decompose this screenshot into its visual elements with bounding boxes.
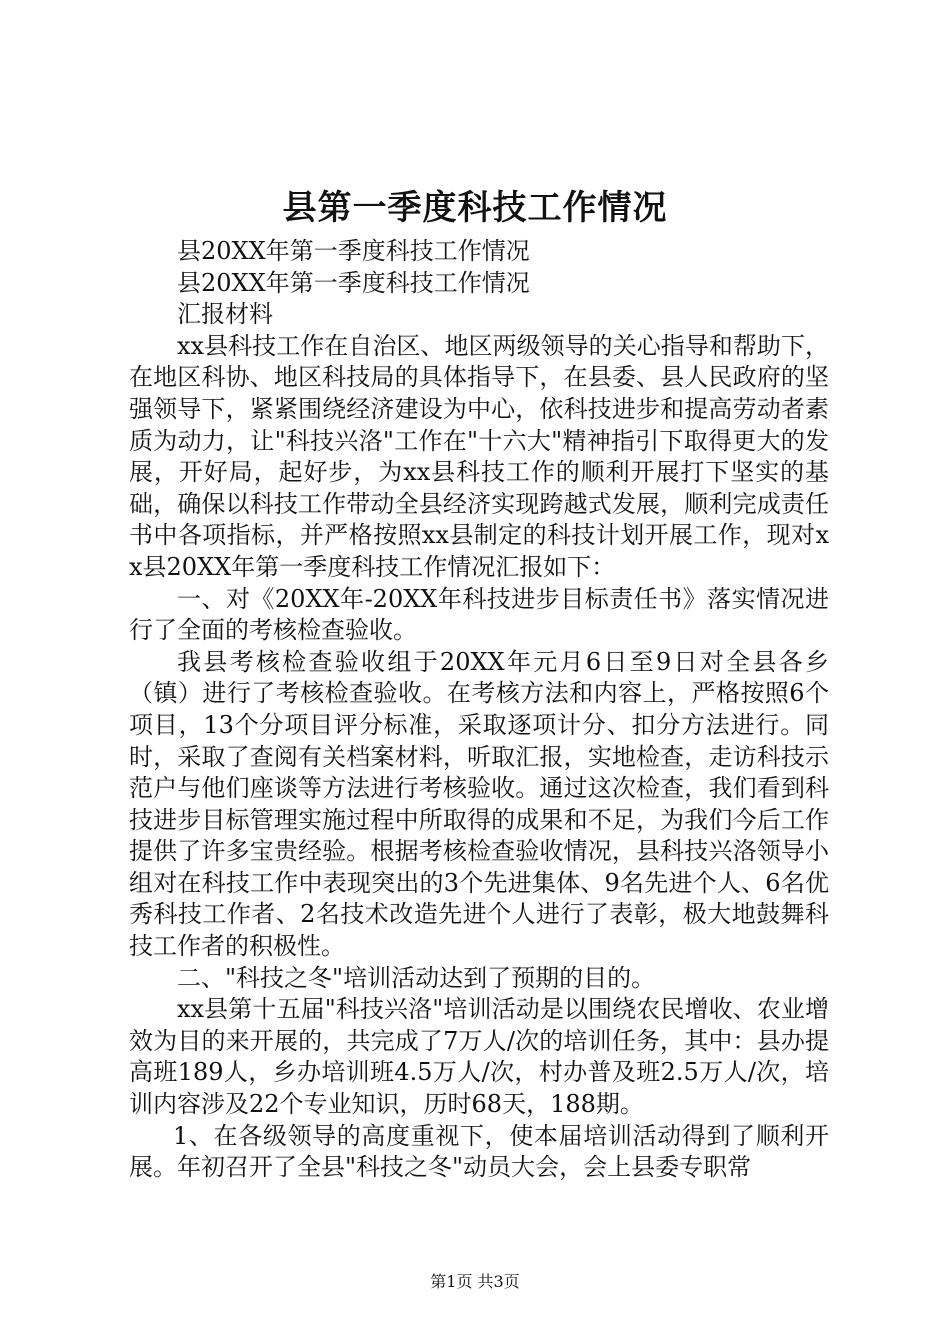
paragraph-subtitle-3: 汇报材料 xyxy=(177,300,273,329)
paragraph-subtitle-2: 县20XX年第一季度科技工作情况 xyxy=(177,268,530,297)
document-body xyxy=(129,236,829,1184)
document-title: 县第一季度科技工作情况 xyxy=(282,188,668,228)
page-footer: 第1页 共3页 xyxy=(430,1272,520,1291)
paragraph-section-2-item-1: 1、在各级领导的高度重视下，使本届培训活动得到了顺利开展。年初召开了全县"科技之冬"动员大会，会上县委专职常 xyxy=(129,1121,829,1182)
paragraph-intro: xx县科技工作在自治区、地区两级领导的关心指导和帮助下，在地区科协、地区科技局的具体指导下，在县委、县人民政府的坚强领导下，紧紧围绕经济建设为中心，依科技进步和提高劳动者素质为动力，让"科技兴洛"工作在"十六大"精神指引下取得更大的发展，开好局，起好步，为xx县科技工作的顺利开展打下坚实的基础，确保以科技工作带动全县经济实现跨越式发展，顺利完成责任书中各项指标，并严格按照xx县制定的科技计划开展工作，现对xx县20XX年第一季度科技工作情况汇报如下： xyxy=(129,331,829,581)
paragraph-section-1-heading: 一、对《20XX年-20XX年科技进步目标责任书》落实情况进行了全面的考核检查验收。 xyxy=(129,584,829,645)
paragraph-subtitle-1: 县20XX年第一季度科技工作情况 xyxy=(177,237,530,265)
paragraph-section-2-heading: 二、"科技之冬"培训活动达到了预期的目的。 xyxy=(177,963,656,992)
paragraph-section-1-body: 我县考核检查验收组于20XX年元月6日至9日对全县各乡（镇）进行了考核检查验收。在考核方法和内容上，严格按照6个项目，13个分项目评分标准，采取逐项计分、扣分方法进行。同时，采取了查阅有关档案材料，听取汇报，实地检查，走访科技示范户与他们座谈等方法进行考核验收。通过这次检查，我们看到科技进步目标管理实施过程中所取得的成果和不足，为我们今后工作提供了许多宝贵经验。根据考核检查验收情况，县科技兴洛领导小组对在科技工作中表现突出的3个先进集体、9名先进个人、6名优秀科技工作者、2名技术改造先进个人进行了表彰，极大地鼓舞科技工作者的积极性。 xyxy=(129,647,829,961)
paragraph-section-2-body: xx县第十五届"科技兴洛"培训活动是以围绕农民增收、农业增效为目的来开展的，共完成了7万人/次的培训任务，其中：县办提高班189人，乡办培训班4.5万人/次，村办普及班2.5万人/次，培训内容涉及22个专业知识，历时68天，188期。 xyxy=(129,995,829,1119)
